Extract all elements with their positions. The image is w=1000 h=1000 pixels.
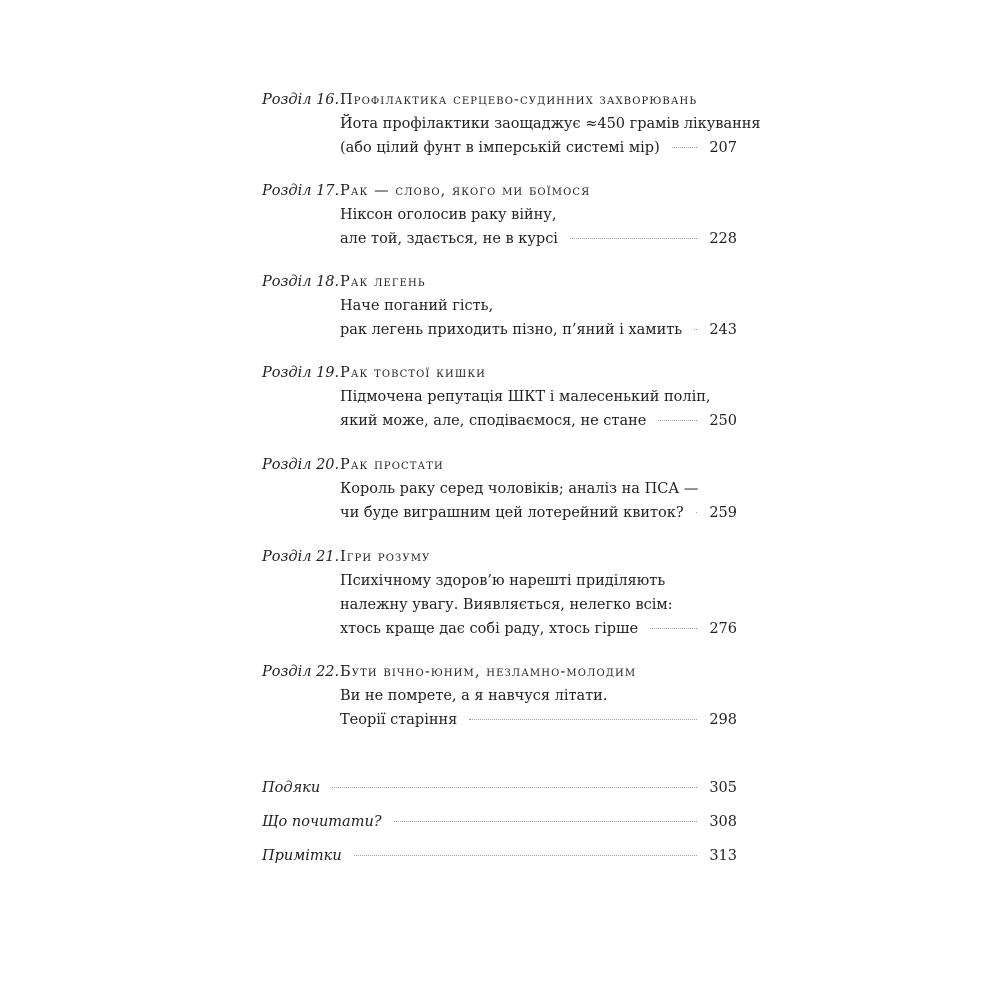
page-number: 259 — [709, 505, 737, 521]
page-number: 207 — [709, 140, 737, 156]
chapter-body — [340, 453, 737, 525]
chapter-title: Бути вічно-юним, незламно-молодим — [340, 664, 637, 680]
chapter-subtitle-line — [340, 385, 737, 409]
subtitle-text: належну увагу. Виявляється, нелегко всім: — [340, 597, 673, 613]
chapter-title: Рак простати — [340, 457, 444, 473]
chapter-label: Розділ 18. — [262, 274, 340, 290]
subtitle-text: (або цілий фунт в імперській системі мір) — [340, 140, 660, 156]
back-matter-title: Подяки — [262, 780, 321, 796]
dot-leader — [658, 419, 697, 421]
chapter-label: Розділ 22. — [262, 664, 340, 680]
page-number: 313 — [709, 848, 737, 864]
chapter-title: Ігри розуму — [340, 549, 431, 565]
chapter-subtitle-line — [340, 617, 737, 641]
subtitle-text: Ніксон оголосив раку війну, — [340, 207, 557, 223]
chapter-label: Розділ 16. — [262, 92, 340, 108]
chapter-body — [340, 88, 761, 160]
page-number: 250 — [709, 413, 737, 429]
chapter-subtitle-line — [340, 684, 737, 708]
chapter-subtitle-line — [340, 569, 737, 593]
page-number: 243 — [709, 322, 737, 338]
subtitle-text: Король раку серед чоловіків; аналіз на ПСА — — [340, 481, 699, 497]
toc-entry-acknowledgements — [262, 776, 737, 800]
chapter-body — [340, 545, 737, 641]
chapter-subtitle-line — [340, 203, 737, 227]
subtitle-text: який може, але, сподіваємося, не стане — [340, 413, 647, 429]
dot-leader — [469, 718, 697, 720]
subtitle-text: рак легень приходить пізно, п’яний і хамить — [340, 322, 683, 338]
dot-leader — [354, 854, 697, 856]
chapter-subtitle-line — [340, 593, 737, 617]
dot-leader — [694, 328, 697, 330]
subtitle-text: Йота профілактики заощаджує ≈450 грамів лікування — [340, 116, 761, 132]
dot-leader — [332, 786, 697, 788]
page-number: 308 — [709, 814, 737, 830]
chapter-subtitle-line — [340, 477, 737, 501]
subtitle-text: чи буде виграшним цей лотерейний квиток? — [340, 505, 684, 521]
chapter-title: Профілактика серцево-судинних захворювань — [340, 92, 698, 108]
chapter-subtitle-line — [340, 112, 761, 136]
chapter-label: Розділ 19. — [262, 365, 340, 381]
subtitle-text: хтось краще дає собі раду, хтось гірше — [340, 621, 639, 637]
dot-leader — [650, 627, 697, 629]
chapter-body — [340, 270, 737, 342]
chapter-subtitle-line — [340, 227, 737, 251]
back-matter-title: Що почитати? — [262, 814, 382, 830]
chapter-body — [340, 660, 737, 732]
chapter-title: Рак товстої кишки — [340, 365, 487, 381]
chapter-label: Розділ 21. — [262, 549, 340, 565]
chapter-subtitle-line — [340, 294, 737, 318]
chapter-label: Розділ 17. — [262, 183, 340, 199]
toc-entry-further-reading — [262, 810, 737, 834]
toc-entry-notes — [262, 844, 737, 868]
page-number: 305 — [709, 780, 737, 796]
chapter-subtitle-line — [340, 318, 737, 342]
dot-leader — [696, 511, 697, 513]
subtitle-text: Наче поганий гість, — [340, 298, 494, 314]
subtitle-text: але той, здається, не в курсі — [340, 231, 558, 247]
subtitle-text: Ви не помрете, а я навчуся літати. — [340, 688, 608, 704]
dot-leader — [570, 237, 697, 239]
chapter-title: Рак — слово, якого ми боїмося — [340, 183, 591, 199]
chapter-body — [340, 179, 737, 251]
chapter-subtitle-line — [340, 708, 737, 732]
chapter-subtitle-line — [340, 501, 737, 525]
page-number: 228 — [709, 231, 737, 247]
dot-leader — [394, 820, 697, 822]
subtitle-text: Психічному здоров’ю нарешті приділяють — [340, 573, 666, 589]
page-number: 298 — [709, 712, 737, 728]
subtitle-text: Теорії старіння — [340, 712, 458, 728]
dot-leader — [672, 146, 697, 148]
chapter-body — [340, 361, 737, 433]
subtitle-text: Підмочена репутація ШКТ і малесенький поліп, — [340, 389, 711, 405]
chapter-subtitle-line — [340, 136, 737, 160]
chapter-subtitle-line — [340, 409, 737, 433]
chapter-title: Рак легень — [340, 274, 426, 290]
chapter-label: Розділ 20. — [262, 457, 340, 473]
back-matter-title: Примітки — [262, 848, 342, 864]
page-number: 276 — [709, 621, 737, 637]
